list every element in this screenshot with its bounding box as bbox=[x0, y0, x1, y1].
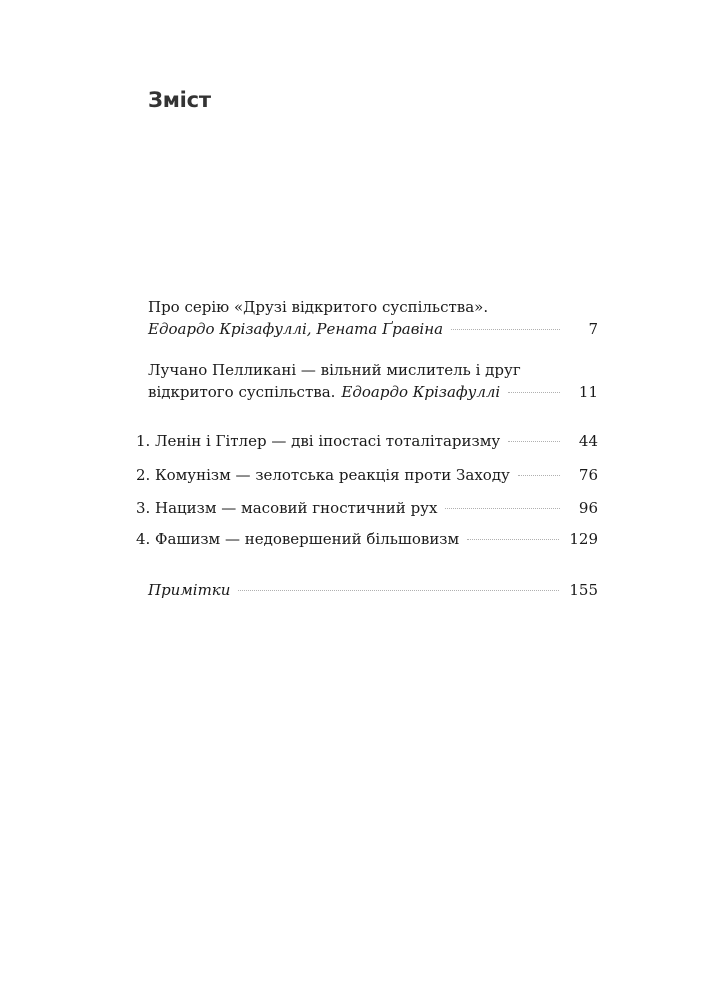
toc-entry-author: Едоардо Крізафуллі, Рената Ґравіна bbox=[148, 320, 444, 338]
chapter-title: Нацизм — масовий гностичний рух bbox=[155, 499, 438, 517]
toc-page-number: 76 bbox=[578, 466, 598, 484]
chapter-title: Фашизм — недовершений більшовизм bbox=[155, 530, 460, 548]
chapter-number: 1. bbox=[136, 432, 151, 450]
toc-page-number: 44 bbox=[578, 432, 598, 450]
dot-leader bbox=[508, 440, 560, 442]
toc-entry-author: Едоардо Крізафуллі bbox=[341, 383, 501, 401]
toc-page-number: 7 bbox=[588, 320, 598, 338]
toc-chapter-1[interactable] bbox=[136, 430, 598, 452]
toc-entry-title: Лучано Пелликані — вільний мислитель і друг bbox=[148, 361, 521, 379]
chapter-title: Ленін і Гітлер — дві іпостасі тоталітаризму bbox=[155, 432, 501, 450]
dot-leader bbox=[238, 589, 559, 591]
toc-chapter-2[interactable] bbox=[136, 464, 598, 486]
toc-entry-title: Про серію «Друзі відкритого суспільства». bbox=[148, 298, 489, 316]
dot-leader bbox=[518, 474, 560, 476]
toc-page-number: 155 bbox=[569, 581, 598, 599]
toc-chapter-4[interactable] bbox=[136, 528, 598, 550]
dot-leader bbox=[508, 391, 560, 393]
chapter-number: 3. bbox=[136, 499, 151, 517]
chapter-number: 2. bbox=[136, 466, 151, 484]
toc-entry-line bbox=[148, 381, 598, 403]
dot-leader bbox=[445, 507, 560, 509]
toc-page-number: 96 bbox=[578, 499, 598, 517]
toc-entry-line bbox=[148, 359, 598, 381]
toc-notes[interactable] bbox=[148, 579, 598, 601]
toc-entry-line bbox=[148, 318, 598, 340]
toc-page-number: 129 bbox=[569, 530, 598, 548]
dot-leader bbox=[467, 538, 559, 540]
toc-entry-pellicani[interactable] bbox=[148, 359, 598, 403]
chapter-number: 4. bbox=[136, 530, 151, 548]
page-title: Зміст bbox=[148, 88, 211, 112]
chapter-title: Комунізм — зелотська реакція проти Заходу bbox=[155, 466, 510, 484]
toc-entry-line bbox=[148, 296, 598, 318]
toc-entry-title-continued: відкритого суспільства. bbox=[148, 383, 336, 401]
toc-entry-series-intro[interactable] bbox=[148, 296, 598, 340]
dot-leader bbox=[451, 328, 560, 330]
toc-chapter-3[interactable] bbox=[136, 497, 598, 519]
toc-page-number: 11 bbox=[578, 383, 598, 401]
notes-title: Примітки bbox=[148, 581, 231, 599]
